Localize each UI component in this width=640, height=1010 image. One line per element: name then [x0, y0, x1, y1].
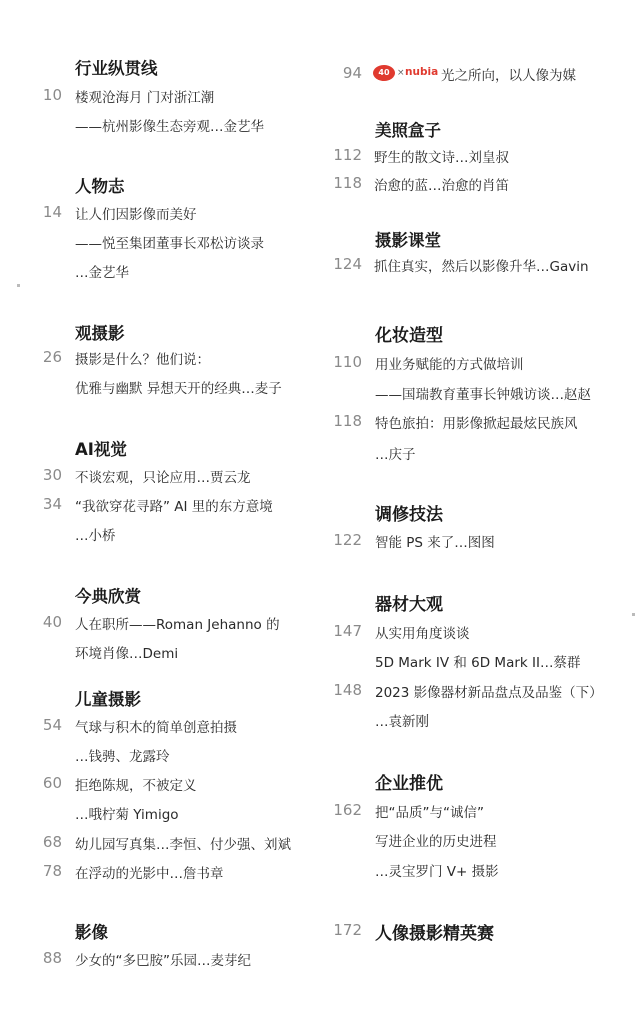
margin-mark	[17, 284, 20, 287]
page-number: 26	[42, 348, 62, 366]
article-line: …袁新刚	[375, 714, 429, 730]
section-title: 影像	[75, 923, 108, 942]
article-line: 优雅与幽默 异想天开的经典…麦子	[75, 381, 282, 397]
article-line: ——悦至集团董事长邓松访谈录	[75, 236, 264, 252]
page-number: 118	[333, 412, 362, 430]
page-number: 172	[333, 921, 362, 939]
article-line: ——杭州影像生态旁观…金艺华	[75, 119, 264, 135]
page-number: 148	[333, 681, 362, 699]
article-line: 野生的散文诗…刘皇叔	[374, 150, 509, 166]
section-title: 化妆造型	[375, 326, 443, 346]
article-line: 楼观沧海月 门对浙江潮	[75, 90, 215, 106]
article-line: ——国瑞教育董事长钟娥访谈…赵赵	[375, 387, 591, 403]
article-line: …庆子	[375, 447, 416, 463]
page-number: 60	[42, 774, 62, 792]
article-line: 抓住真实，然后以影像升华…Gavin	[374, 259, 589, 275]
article-line: 在浮动的光影中…詹书章	[75, 866, 224, 882]
article-line: 把“品质”与“诚信”	[375, 805, 484, 821]
article-line: 少女的“多巴胺”乐园…麦芽纪	[75, 953, 251, 969]
article-line: …哦柠菊 Yimigo	[75, 807, 179, 823]
article-line: 2023 影像器材新品盘点及品鉴（下）	[375, 685, 603, 701]
page-number: 54	[42, 716, 62, 734]
anniversary-logo-icon: 40	[373, 65, 395, 81]
page-number: 68	[42, 833, 62, 851]
article-line: …钱骋、龙露玲	[75, 749, 170, 765]
article-line: 5D Mark IV 和 6D Mark II…蔡群	[375, 655, 581, 671]
nubia-logo-icon: nubia	[405, 66, 439, 78]
article-line: 写进企业的历史进程	[375, 834, 497, 850]
page-number: 124	[333, 255, 362, 273]
article-line: 从实用角度谈谈	[375, 626, 470, 642]
page-number: 118	[333, 174, 362, 192]
page-number: 30	[42, 466, 62, 484]
page-number: 10	[42, 86, 62, 104]
page-number: 110	[333, 353, 362, 371]
article-line: …金艺华	[75, 265, 129, 281]
section-title: 美照盒子	[375, 121, 441, 140]
section-title: 调修技法	[375, 505, 443, 525]
article-line: …小桥	[75, 528, 116, 544]
section-title: 人物志	[75, 177, 125, 196]
page-number: 40	[42, 613, 62, 631]
page-number: 94	[342, 64, 362, 82]
section-title: 器材大观	[375, 595, 443, 615]
article-line: “我欲穿花寻路” AI 里的东方意境	[75, 499, 273, 515]
section-title: 观摄影	[75, 324, 125, 343]
page-number: 88	[42, 949, 62, 967]
page-number: 112	[333, 146, 362, 164]
page-number: 122	[333, 531, 362, 549]
section-title: 儿童摄影	[75, 690, 141, 709]
article-line: 环境肖像…Demi	[75, 646, 179, 662]
article-line: 幼儿园写真集…李恒、付少强、刘斌	[75, 837, 291, 853]
article-line: …灵宝罗门 V+ 摄影	[375, 864, 499, 880]
article-line: 治愈的蓝…治愈的肖笛	[374, 178, 509, 194]
page-number: 14	[42, 203, 62, 221]
page-number: 162	[333, 801, 362, 819]
article-line: 用业务赋能的方式做培训	[375, 357, 524, 373]
article-line: 摄影是什么？他们说：	[75, 352, 210, 368]
article-line: 不谈宏观，只论应用…贾云龙	[75, 470, 251, 486]
margin-mark	[632, 613, 635, 616]
article-line: 拒绝陈规，不被定义	[75, 778, 197, 794]
section-title: AI视觉	[75, 440, 127, 459]
section-title: 摄影课堂	[375, 231, 441, 250]
article-line: 让人们因影像而美好	[75, 207, 197, 223]
article-line: 特色旅拍：用影像掀起最炫民族风	[375, 416, 578, 432]
article-line: 光之所向，以人像为媒	[441, 68, 576, 84]
section-title: 行业纵贯线	[75, 59, 158, 78]
page-number: 34	[42, 495, 62, 513]
page-number: 78	[42, 862, 62, 880]
cross-icon: ×	[397, 68, 405, 78]
section-title: 人像摄影精英赛	[375, 924, 494, 944]
section-title: 今典欣赏	[75, 587, 141, 606]
page-number: 147	[333, 622, 362, 640]
article-line: 智能 PS 来了…图图	[375, 535, 495, 551]
article-line: 气球与积木的简单创意拍摄	[75, 720, 237, 736]
section-title: 企业推优	[375, 774, 443, 794]
article-line: 人在职所——Roman Jehanno 的	[75, 617, 280, 633]
